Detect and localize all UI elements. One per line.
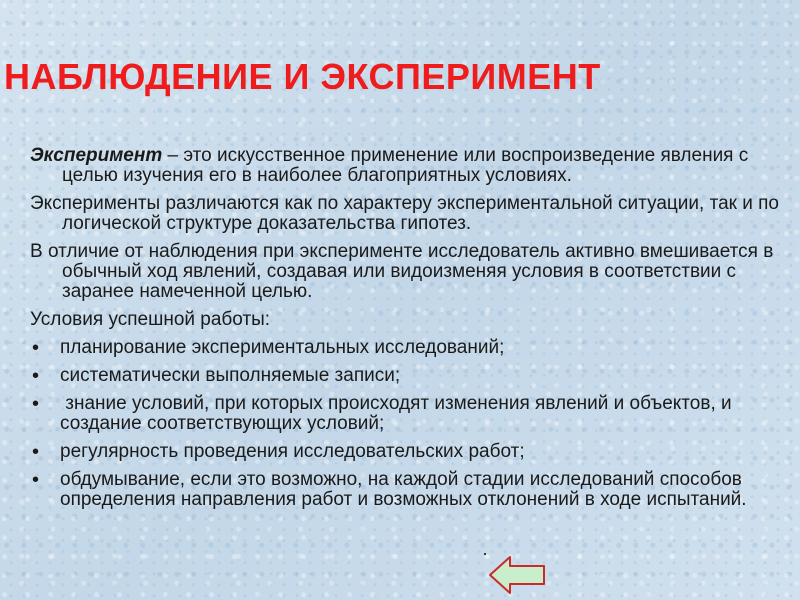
bullet-icon: • [32,337,40,359]
bullet-icon: • [32,393,40,415]
decorative-dot [484,553,486,555]
list-item [30,394,780,434]
list-item [30,470,780,510]
bullet-icon: • [32,365,40,387]
list-item [30,442,780,462]
list-item-text: систематически выполняемые записи; [60,365,401,386]
slide-content [30,146,780,518]
list-item-text: обдумывание, если это возможно, на каждой стадии исследований способов определения направления работ и возможных отклонений в ходе испытаний. [60,469,747,510]
slide-title: НАБЛЮДЕНИЕ И ЭКСПЕРИМЕНТ [4,56,601,97]
list-item [30,366,780,386]
left-arrow-icon [488,555,546,595]
bullet-icon: • [32,441,40,463]
paragraph-conditions-heading: Условия успешной работы: [30,309,271,330]
list-item-text: планирование экспериментальных исследований; [60,337,505,358]
back-button[interactable] [488,555,546,595]
paragraph-types: Эксперименты различаются как по характеру экспериментальной ситуации, так и по логической структуре доказательства гипотез. [30,193,779,234]
list-item [30,338,780,358]
list-item-text: регулярность проведения исследовательских работ; [60,441,525,462]
bullet-icon: • [32,469,40,491]
conditions-list [30,338,780,510]
definition-term: Эксперимент [30,145,163,166]
list-item-text: знание условий, при которых происходят изменения явлений и объектов, и создание соответствующих условий; [60,393,737,434]
paragraph-difference: В отличие от наблюдения при эксперименте исследователь активно вмешивается в обычный ход явлений, создавая или видоизменяя условия в соответствии с заранее намеченной целью. [30,241,774,302]
definition-paragraph [30,146,780,186]
definition-text: – это искусственное применение или воспроизведение явления с целью изучения его в наиболее благоприятных условиях. [62,145,749,186]
